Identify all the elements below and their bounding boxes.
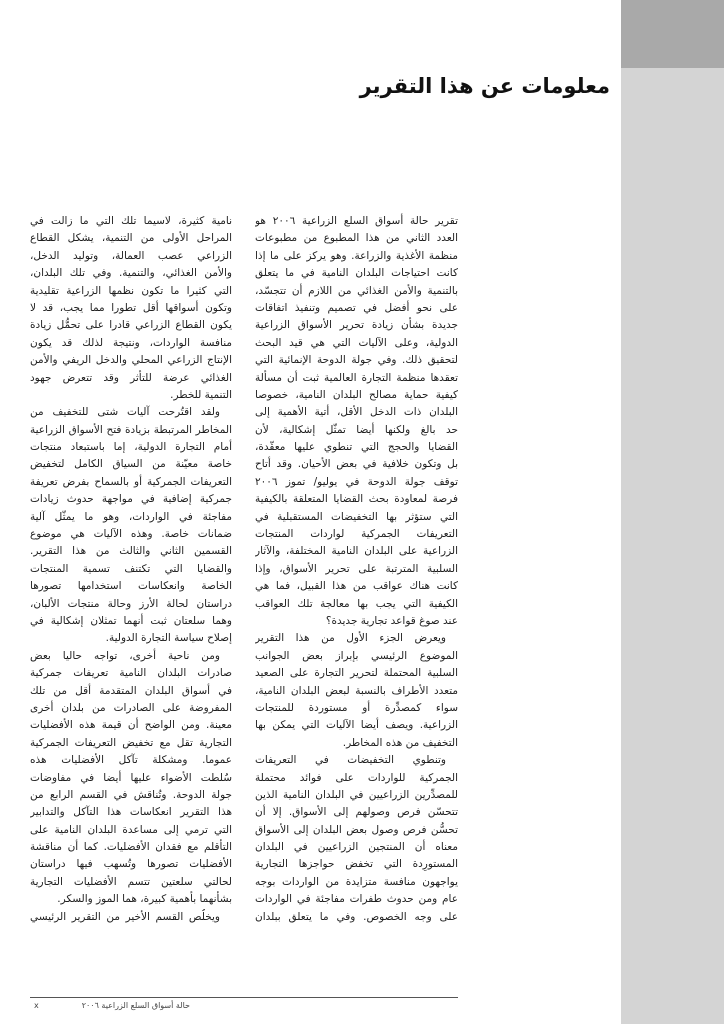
text-line: كانت هناك عواقب من هذا القبيل، فما هي (255, 580, 458, 593)
text-line: سواء كمصدِّرة أو مستوردة للمنتجات (255, 701, 458, 714)
text-line: الزراعي عصب العمالة، وتوليد الدخل، (30, 249, 232, 262)
text-line: الزراعية. ويصف أيضا الآليات التي يمكن بها (255, 719, 458, 732)
text-line: ولقد اقتُرحت آليات شتى للتخفيف من (30, 406, 220, 419)
text-line: الخاصة وانعكاسات استخدامها تصورها (30, 580, 232, 593)
text-line: يكون القطاع الزراعي قادرا على تحمُّل زيادة (30, 319, 232, 332)
text-line: القضايا والحجج التي تنطوي عليها معقّدة، (255, 441, 458, 454)
text-line: خاصة معيّنة من السياق الكامل لتخفيض (30, 458, 232, 471)
text-line: جديدة بشأن زيادة تحرير الأسواق الزراعية (255, 319, 458, 332)
page-number: x (34, 1001, 39, 1010)
text-line: المستورِدة التي تخفض حواجزها التجارية (255, 858, 458, 871)
footer-publication-title: حالة أسواق السلع الزراعية ٢٠٠٦ (81, 1001, 190, 1010)
text-line: المراحل الأولى من التنمية، يشكل القطاع (30, 232, 232, 245)
text-line: متعدد الأطراف بالنسبة لبعض البلدان النامية، (255, 684, 458, 697)
text-line: التنمية للخطر. (170, 388, 232, 401)
footer-rule (30, 997, 458, 998)
text-line: دراستان لحالة الأرز وحالة منتجات الألبان، (30, 597, 232, 610)
page-title: معلومات عن هذا التقرير (359, 74, 610, 98)
text-line: الإنتاج الزراعي المحلي والدخل الريفي والأمن (30, 354, 232, 367)
text-line: الجمركية للواردات على فوائد محتملة (255, 771, 458, 784)
text-line: بالتنمية والأمن الغذائي من اللازم أن تتجسّد، (255, 284, 458, 297)
text-line: التجارية تقل مع تخفيض التعريفات الجمركية (30, 736, 232, 749)
text-line: منافسة الواردات، ونتيجة لذلك قد يكون (30, 336, 232, 349)
text-line: تتحسّن فرص وصولهم إلى الأسواق. إلا أن (255, 806, 458, 819)
text-line: العدد الثاني من هذا المطبوع من مطبوعات (255, 232, 458, 245)
text-line: التعريفات الجمركية لواردات المنتجات (255, 528, 458, 541)
text-line: تقرير حالة أسواق السلع الزراعية ٢٠٠٦ هو (255, 215, 458, 227)
text-line: توقف جولة الدوحة في يوليو/ تموز ٢٠٠٦ (255, 475, 458, 488)
side-band (621, 0, 724, 1024)
text-column-right (255, 213, 458, 926)
text-line: والأمن الغذائي، والتنمية. وفي تلك البلدان، (30, 267, 232, 280)
text-line: الموضوع الرئيسي بإبراز بعض الجوانب (255, 649, 458, 662)
text-line: فرصة لمعاودة بحث القضايا المتعلقة بالكيفية (255, 493, 458, 506)
text-line: تحسُّن فرص وصول بعض البلدان إلى الأسواق (255, 823, 458, 836)
text-line: الكيفية التي يجب بها معالجة تلك العواقب (255, 597, 458, 610)
text-line: التخفيف من هذه المخاطر. (342, 736, 458, 749)
text-line: عموما. ومشكلة تآكل الأفضليات هذه (30, 754, 232, 767)
text-line: التعريفات الجمركية أو بالسماح بفرض تعريفة (30, 475, 232, 488)
text-line: الأفضليات تصورها وتُسهب فيها دراستان (30, 858, 232, 871)
text-line: البلدان ذات الدخل الأقل، أتية الأهمية إلى (255, 406, 458, 419)
text-line: إصلاح سياسة التجارة الدولية. (105, 632, 232, 645)
text-line: صادرات البلدان النامية تعريفات جمركية (30, 667, 232, 680)
text-line: وتكون أسواقها أقل تطورا مما يجب، قد لا (30, 301, 232, 314)
text-line: لحالتي سلعتين تتسم الأفضليات التجارية (30, 875, 232, 888)
text-line: وهما سلعتان ثبت أنهما تمثلان إشكالية في (30, 614, 232, 627)
text-line: وتنطوي التخفيضات في التعريفات (255, 754, 446, 767)
text-line: ويعرض الجزء الأول من هذا التقرير (255, 632, 446, 645)
text-line: المفروضة على الصادرات من بلدان أخرى (30, 701, 232, 714)
text-line: على نحو أفضل في تصميم وتنفيذ اتفاقات (255, 301, 458, 314)
text-line: منظمة الأغذية والزراعة. وهو يركز على ما إذا (255, 249, 458, 262)
text-line: الزراعية على البلدان النامية المختلفة، والآثار (255, 545, 458, 558)
text-line: السلبية المترتبة على تحرير الأسواق، وإذا (255, 562, 458, 575)
text-line: ضمانات خاصة. وهذه الآليات هي موضوع (30, 528, 232, 541)
text-line: على وجه الخصوص. وفي ما يتعلق ببلدان (255, 910, 458, 923)
text-line: معينة. ومن الواضح أن قيمة هذه الأفضليات (30, 719, 232, 732)
side-band-top (621, 0, 724, 68)
text-line: الغذائي عرضة للتأثر وقد تتعرض جهود (30, 371, 232, 384)
text-line: للمصدِّرين الزراعيين في البلدان النامية الذين (255, 788, 458, 801)
text-line: بشأنهما بأهمية كبيرة، هما الموز والسكر. (57, 893, 232, 906)
text-line: أمام التجارة الدولية، إما باستبعاد منتجات (30, 441, 232, 454)
text-line: عام ومن حدوث طفرات مفاجئة في الواردات (255, 893, 458, 906)
text-line: والقضايا التي تكتنف تسمية المنتجات (30, 562, 232, 575)
text-line: جولة الدوحة. وتُناقش في القسم الرابع من (30, 788, 232, 801)
text-line: هذا التقرير انعكاسات هذا التآكل والتدابير (30, 806, 232, 819)
text-line: في أسواق البلدان المتقدمة أقل من تلك (30, 684, 232, 697)
text-line: بل وتكون خلافية في بعض الأحيان. وقد أتاح (255, 458, 458, 471)
text-line: كانت احتياجات البلدان النامية في ما يتعلق (255, 267, 458, 280)
text-line: القسمين الثاني والثالث من هذا التقرير. (30, 545, 232, 558)
text-line: مفاجئة في الواردات، وهو ما يمثّل آلية (30, 510, 232, 523)
text-line: نامية كثيرة، لاسيما تلك التي ما زالت في (30, 215, 232, 227)
text-column-left (30, 213, 232, 926)
text-line: تعقدها منظمة التجارة العالمية ثبت أن مسألة (255, 371, 458, 384)
text-line: معناه أن المنتجين الزراعيين في البلدان (255, 841, 458, 854)
text-line: الدولية، وعلى الآليات التي هي قيد البحث (255, 336, 458, 349)
text-line: المخاطر المرتبطة بزيادة فتح الأسواق الزراعية (30, 423, 232, 436)
text-line: عند صوغ قواعد تجارية جديدة؟ (325, 614, 458, 627)
text-line: يواجهون منافسة متزايدة من الواردات بوجه (255, 875, 458, 888)
text-line: التي ترمي إلى مساعدة البلدان النامية على (30, 823, 232, 836)
text-line: ويخلُص القسم الأخير من التقرير الرئيسي (30, 910, 220, 923)
text-line: التأقلم مع فقدان الأفضليات. كما أن مناقشة (30, 841, 232, 854)
text-line: التي ستؤثر بها التخفيضات المستقبلية في (255, 510, 458, 523)
text-line: جمركية إضافية في مواجهة حدوث زيادات (30, 493, 232, 506)
text-line: سُلطت الأضواء عليها أيضا في مفاوضات (30, 771, 232, 784)
text-line: لتحقيق ذلك. وفي جولة الدوحة الإنمائية التي (255, 354, 458, 367)
text-line: ومن ناحية أخرى، تواجه حاليا بعض (30, 649, 220, 662)
text-line: حد بالغ ولكنها أيضا تمثّل إشكالية، لأن (255, 423, 458, 436)
text-line: كيفية حماية مصالح البلدان النامية، خصوصا (255, 388, 458, 401)
text-line: التي كثيرا ما تكون نظمها الزراعية تقليدية (30, 284, 232, 297)
text-line: السلبية المحتملة لتحرير التجارة على الصعيد (255, 667, 458, 680)
